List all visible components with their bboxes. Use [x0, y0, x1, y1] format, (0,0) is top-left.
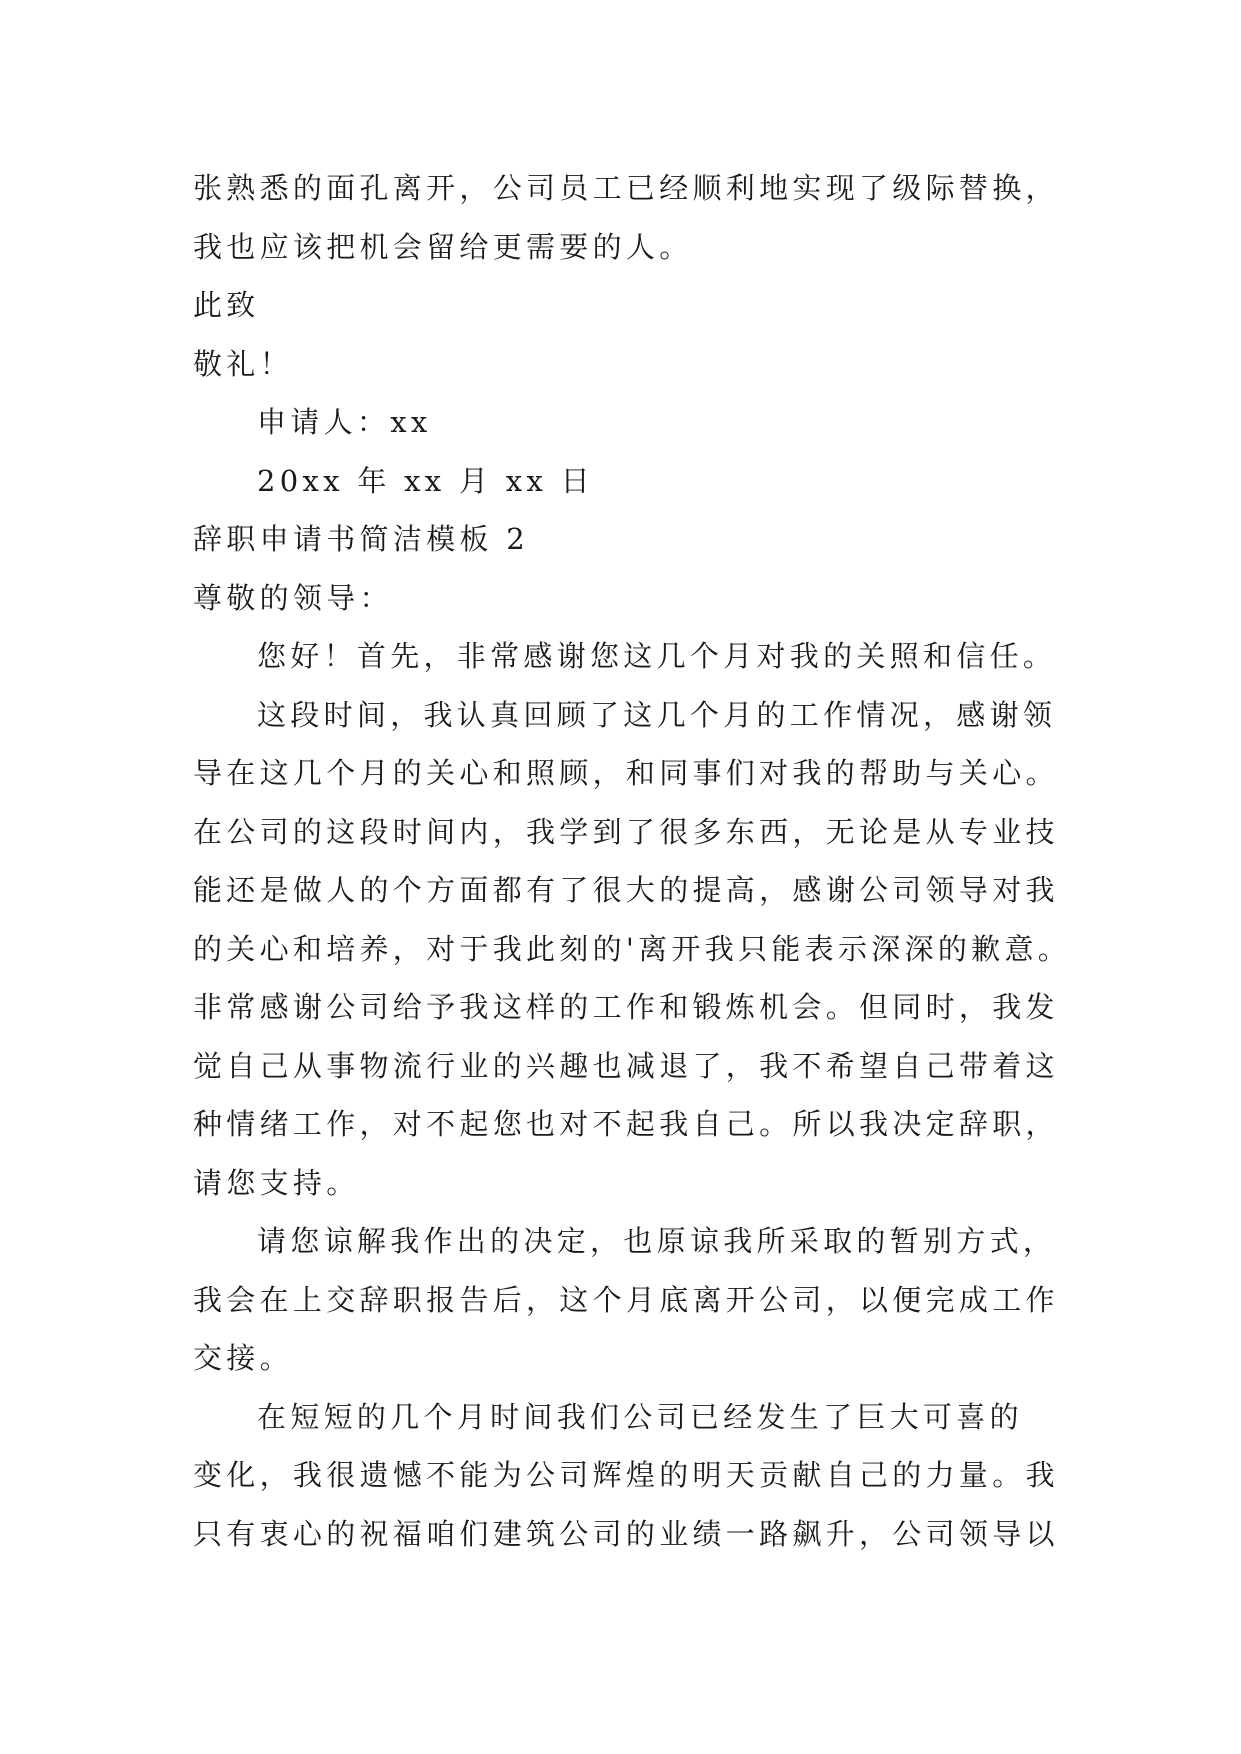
text-line: 非常感谢公司给予我这样的工作和锻炼机会。但同时，我发	[193, 990, 1059, 1024]
text-line: 张熟悉的面孔离开，公司员工已经顺利地实现了级际替换，	[193, 171, 1059, 205]
text-line: 导在这几个月的关心和照顾，和同事们对我的帮助与关心。	[193, 756, 1059, 790]
text-line: 种情绪工作，对不起您也对不起我自己。所以我决定辞职，	[193, 1107, 1059, 1141]
text-line: 请您支持。	[193, 1166, 360, 1200]
text-line: 我会在上交辞职报告后，这个月底离开公司，以便完成工作	[193, 1283, 1059, 1317]
section-title: 辞职申请书简洁模板 2	[193, 522, 529, 556]
text-line: 只有衷心的祝福咱们建筑公司的业绩一路飙升，公司领导以	[193, 1517, 1059, 1551]
date-line: 20xx 年 xx 月 xx 日	[257, 464, 594, 498]
text-line: 的关心和培养，对于我此刻的'离开我只能表示深深的歉意。	[193, 932, 1072, 966]
text-line: 我也应该把机会留给更需要的人。	[193, 230, 693, 264]
closing-regards: 敬礼！	[193, 347, 293, 381]
text-line: 在短短的几个月时间我们公司已经发生了巨大可喜的	[257, 1400, 1023, 1434]
text-line: 交接。	[193, 1341, 293, 1375]
applicant-line: 申请人：xx	[257, 405, 432, 439]
text-line: 在公司的这段时间内，我学到了很多东西，无论是从专业技	[193, 815, 1059, 849]
text-line: 变化，我很遗憾不能为公司辉煌的明天贡献自己的力量。我	[193, 1458, 1059, 1492]
closing-salutation: 此致	[193, 288, 260, 322]
text-line: 请您谅解我作出的决定，也原谅我所采取的暂别方式，	[257, 1224, 1057, 1258]
greeting: 尊敬的领导：	[193, 581, 393, 615]
text-line: 您好！首先，非常感谢您这几个月对我的关照和信任。	[257, 639, 1057, 673]
text-line: 这段时间，我认真回顾了这几个月的工作情况，感谢领	[257, 698, 1057, 732]
text-line: 能还是做人的个方面都有了很大的提高，感谢公司领导对我	[193, 873, 1059, 907]
text-line: 觉自己从事物流行业的兴趣也减退了，我不希望自己带着这	[193, 1049, 1059, 1083]
